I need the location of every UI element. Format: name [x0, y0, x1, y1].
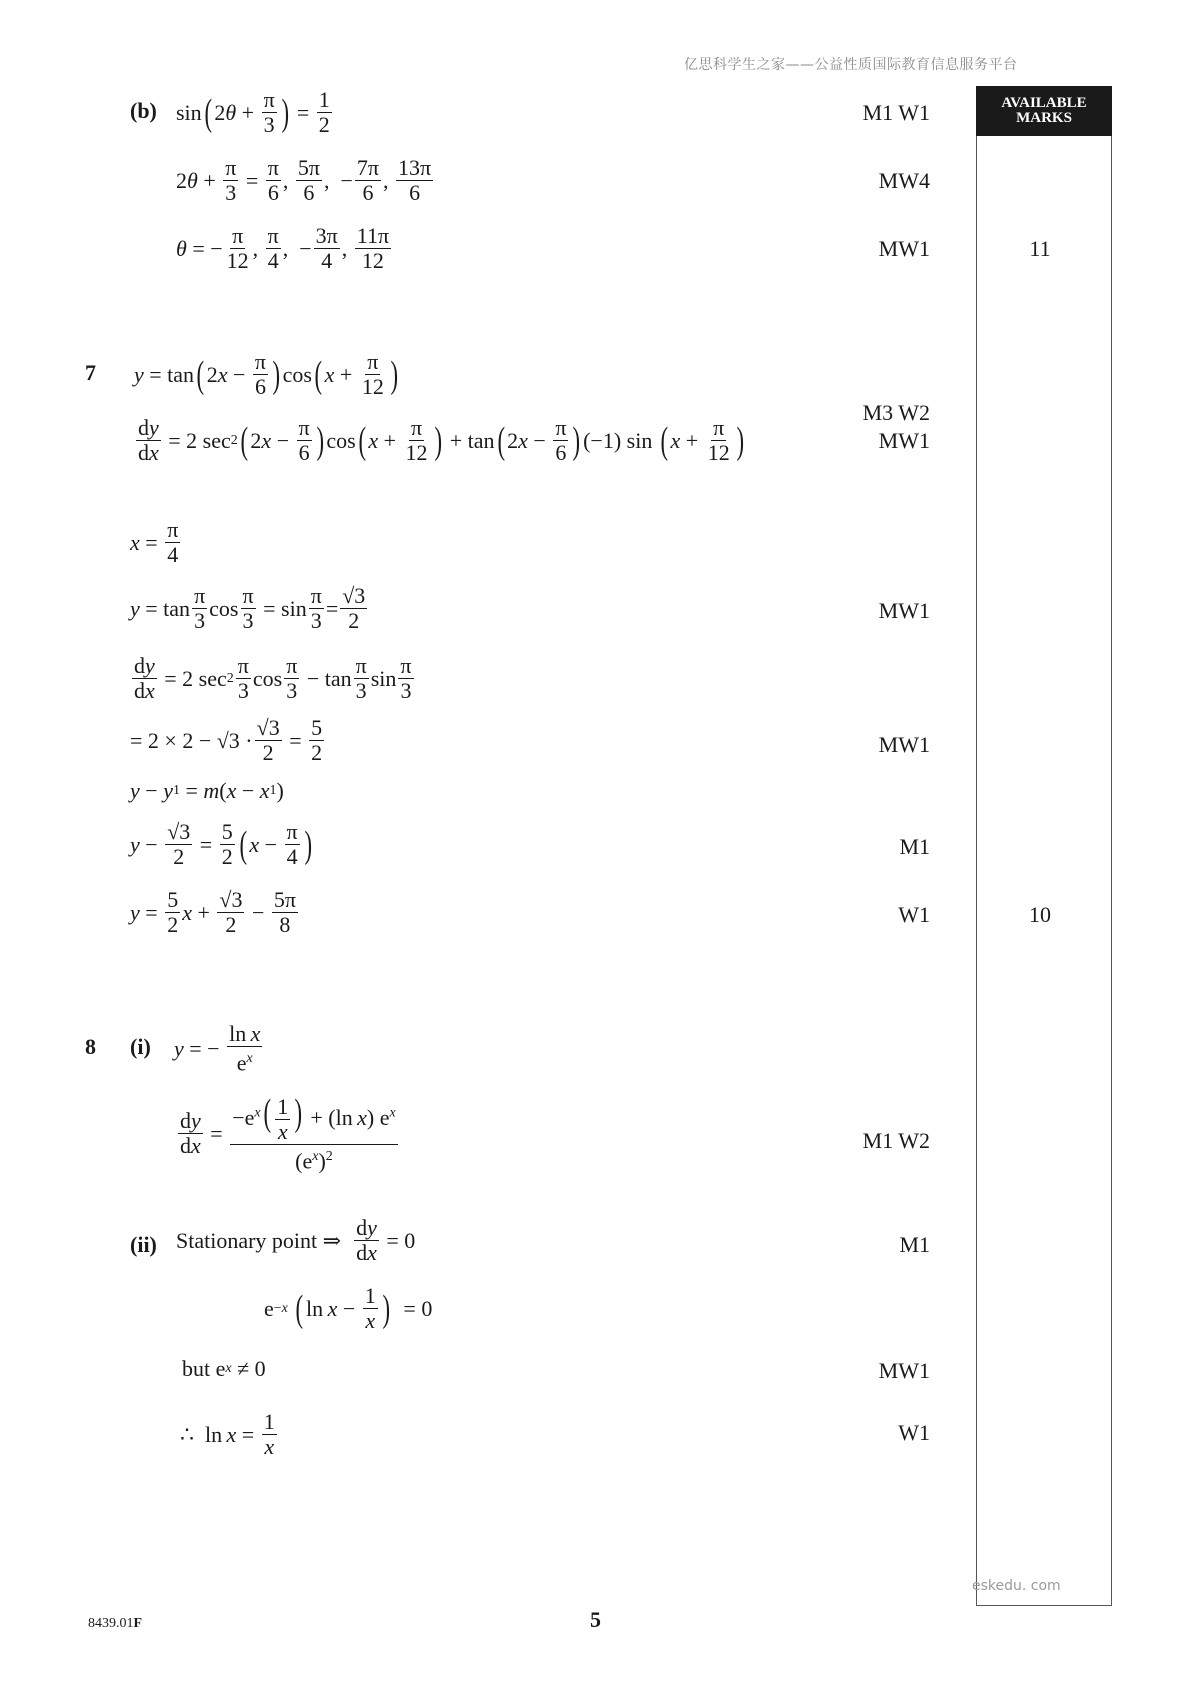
q6b-mark-1: M1 W1 [862, 100, 930, 125]
marks-column [976, 86, 1112, 1606]
q6b-mark-2: MW4 [878, 168, 930, 193]
q7-equation-1: y = tan ( 2 x − $\frac{\pi}{6}$ ) cos ( x + $\frac{\pi}{12}$ ) [134, 349, 398, 399]
q8-factored-equation: e −x ( ln x − $\frac{1}{x}$ ) = 0 [264, 1283, 433, 1333]
q8-part-i-label: (i) [130, 1034, 151, 1059]
page-number: 5 [590, 1607, 601, 1632]
q6-total: 11 [1029, 236, 1051, 261]
q7-mark-1: M3 W2 [862, 400, 930, 425]
q7-mark-2: MW1 [878, 428, 930, 453]
q8-part-ii-label: (ii) [130, 1232, 157, 1257]
q7-x-value: x = $\frac{\pi}{4}$ [130, 517, 179, 567]
but-text: but e [182, 1356, 226, 1381]
available-marks-header [976, 86, 1112, 136]
q7-mark-4: MW1 [878, 732, 930, 757]
paper-code [88, 1616, 142, 1632]
q7-mark-6: W1 [898, 902, 930, 927]
stationary-text: Stationary point ⇒ [176, 1227, 342, 1253]
q8-stationary-line: Stationary point ⇒ $\frac{dy}{dx}$ = 0 [176, 1215, 416, 1265]
q8-derivative: $\frac{dy}{dx}$ = $-e^x$( $\frac{1}{x}$ ) + (ln x) $e^x$ $(e^x)^2$ [180, 1092, 396, 1174]
paper-code-number: 8439.01 [88, 1616, 134, 1631]
q8-mark-1: M1 W2 [862, 1128, 930, 1153]
q7-final-line: y = $\frac{5}{2}$ x + $\frac{√3}{2}$ − $\frac{5\pi}{8}$ [130, 887, 296, 937]
q7-y-value: y = tan $\frac{\pi}{3}$ cos $\frac{\pi}{3}$ = sin $\frac{\pi}{3}$ = $\frac{√3}{2}$ [130, 583, 366, 633]
header-watermark: 亿思科学生之家——公益性质国际教育信息服务平台 [684, 57, 1018, 73]
q6b-part-label: (b) [130, 98, 157, 123]
site-watermark: eskedu. com [972, 1578, 1061, 1594]
q7-derivative: $\frac{dy}{dx}$ = 2 sec 2 ( 2 x − $\frac{\pi}{6}$ ) cos ( x + $\frac{\pi}{12}$ ) + tan ( 2 x − $\frac{\pi}{6}$ ) (−1) sin ( x + $\frac{\pi}{12}$ ) [138, 415, 744, 465]
q8-number: 8 [85, 1034, 96, 1059]
q8-but-line: but e x ≠ 0 [182, 1356, 266, 1381]
q7-line-substituted: y − $\frac{√3}{2}$ = $\frac{5}{2}$ ( x − $\frac{\pi}{4}$ ) [130, 819, 312, 869]
marks-header-line2: MARKS [1016, 110, 1072, 126]
q6b-mark-3: MW1 [878, 236, 930, 261]
q7-mark-5: M1 [899, 834, 930, 859]
q6b-equation-2: 2 θ + $\frac{\pi}{3}$ = $\frac{\pi}{6}$ , $\frac{5\pi}{6}$ , − $\frac{7\pi}{6}$ , $\frac{13\pi}{6}$ [176, 155, 432, 205]
q6b-equation-1: sin ( 2 θ + $\frac{\pi}{3}$ ) = $\frac{1}{2}$ [176, 87, 330, 137]
q7-number: 7 [85, 360, 96, 385]
q6b-equation-3: θ = − $\frac{\pi}{12}$ , $\frac{\pi}{4}$ , − $\frac{3\pi}{4}$ , $\frac{11\pi}{12}$ [176, 223, 390, 273]
q8-conclusion: ∴ ln x = $\frac{1}{x}$ [180, 1409, 275, 1459]
q7-line-formula: y − y 1 = m ( x − x 1 ) [130, 778, 284, 803]
q8-equation-1: y = − $\frac{\text{ln x}}{e^x}$ [174, 1021, 261, 1076]
q7-gradient: $\frac{dy}{dx}$ = 2 sec 2 $\frac{\pi}{3}$ cos $\frac{\pi}{3}$ − tan $\frac{\pi}{3}$ sin $\frac{\pi}{3}$ [134, 653, 412, 703]
q8-mark-2: M1 [899, 1232, 930, 1257]
q7-total: 10 [1029, 902, 1051, 927]
marks-header-line1: AVAILABLE [1001, 95, 1087, 111]
q8-mark-3: MW1 [878, 1358, 930, 1383]
q8-mark-4: W1 [898, 1420, 930, 1445]
q7-gradient-value: = 2 × 2 − √3 · $\frac{√3}{2}$ = $\frac{5}{2}$ [130, 715, 323, 765]
q7-mark-3: MW1 [878, 598, 930, 623]
paper-code-suffix: F [133, 1616, 143, 1631]
